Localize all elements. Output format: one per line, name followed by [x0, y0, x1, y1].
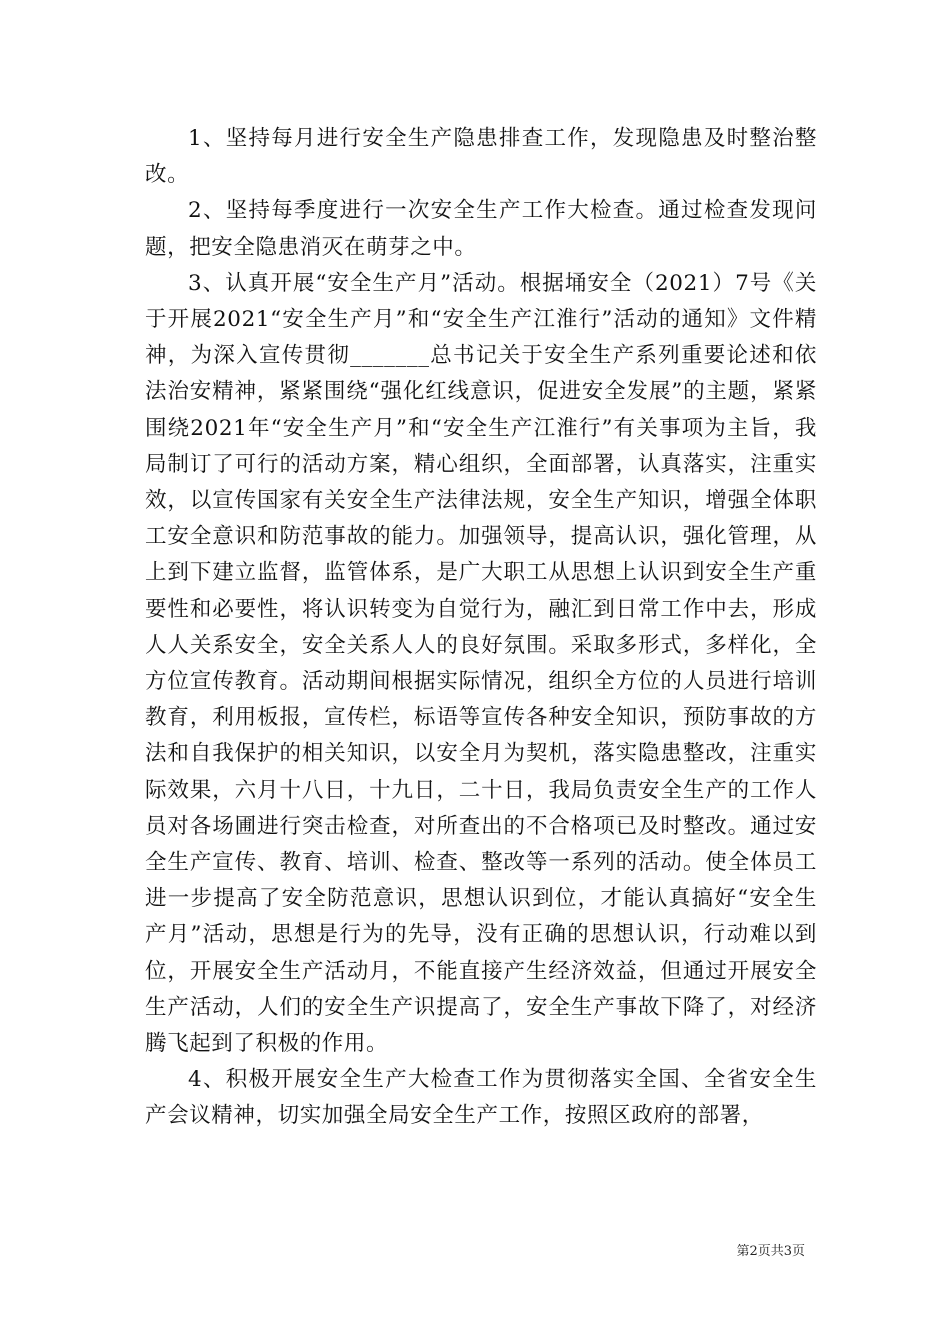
- paragraph-item-2: 2、坚持每季度进行一次安全生产工作大检查。通过检查发现问题，把安全隐患消灭在萌芽之中。: [145, 198, 817, 260]
- paragraph-item-4: 4、积极开展安全生产大检查工作为贯彻落实全国、全省安全生产会议精神，切实加强全局安全生产工作，按照区政府的部署，: [145, 1067, 817, 1129]
- paragraph-item-3: 3、认真开展“安全生产月”活动。根据埇安全（2021）7号《关于开展2021“安全生产月”和“安全生产江淮行”活动的通知》文件精神，为深入宣传贯彻_______总书记关于安全生产系列重要论述和依法治安精神，紧紧围绕“强化红线意识，促进安全发展”的主题，紧紧围绕2021年“安全生产月”和“安全生产江淮行”有关事项为主旨，我局制订了可行的活动方案，精心组织，全面部署，认真落实，注重实效，以宣传国家有关安全生产法律法规，安全生产知识，增强全体职工安全意识和防范事故的能力。加强领导，提高认识，强化管理，从上到下建立监督，监管体系，是广大职工从思想上认识到安全生产重要性和必要性，将认识转变为自觉行为，融汇到日常工作中去，形成人人关系安全，安全关系人人的良好氛围。采取多形式，多样化，全方位宣传教育。活动期间根据实际情况，组织全方位的人员进行培训教育，利用板报，宣传栏，标语等宣传各种安全知识，预防事故的方法和自我保护的相关知识，以安全月为契机，落实隐患整改，注重实际效果，六月十八日，十九日，二十日，我局负责安全生产的工作人员对各场圃进行突击检查，对所查出的不合格项已及时整改。通过安全生产宣传、教育、培训、检查、整改等一系列的活动。使全体员工进一步提高了安全防范意识，思想认识到位，才能认真搞好“安全生产月”活动，思想是行为的先导，没有正确的思想认识，行动难以到位，开展安全生产活动月，不能直接产生经济效益，但通过开展安全生产活动，人们的安全生产识提高了，安全生产事故下降了，对经济腾飞起到了积极的作用。: [145, 270, 817, 1057]
- document-body: [145, 121, 817, 1135]
- paragraph-item-1: 1、坚持每月进行安全生产隐患排查工作，发现隐患及时整治整改。: [145, 126, 817, 188]
- page-number-footer: 第2页共3页: [736, 1244, 805, 1259]
